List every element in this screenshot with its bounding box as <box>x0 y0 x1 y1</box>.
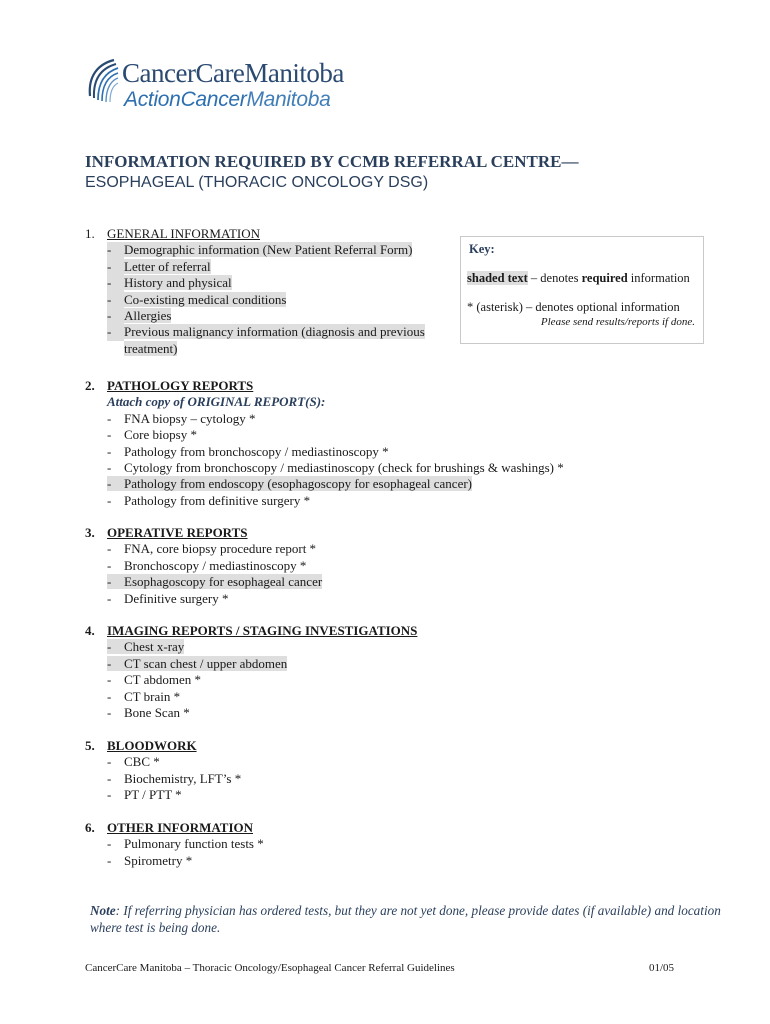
section-label: IMAGING REPORTS / STAGING INVESTIGATIONS <box>107 623 418 638</box>
section-items <box>85 541 322 607</box>
section-items <box>85 836 264 869</box>
section-bloodwork <box>85 738 241 804</box>
section-items <box>85 639 417 721</box>
list-item: - Letter of referral <box>107 258 211 274</box>
key-shaded-line: shaded text – denotes required information <box>467 271 690 285</box>
section-label: GENERAL INFORMATION <box>107 226 260 241</box>
section-number: 3. <box>85 525 95 540</box>
list-item: - Biochemistry, LFT’s * <box>107 770 242 786</box>
list-item: - Core biopsy * <box>107 427 197 443</box>
list-item: - CT abdomen * <box>107 672 202 688</box>
list-item: - Definitive surgery * <box>107 590 229 606</box>
section-operative-reports <box>85 525 322 607</box>
list-item: - Bone Scan * <box>107 705 190 721</box>
note-text: : If referring physician has ordered tests, but they are not yet done, please provide dates (if available) and location where test is being done. <box>90 903 721 935</box>
list-item: - Cytology from bronchoscopy / mediastinoscopy (check for brushings & washings) * <box>107 460 564 476</box>
key-asterisk-line: * (asterisk) – denotes optional information <box>467 300 680 314</box>
referral-note <box>90 902 730 936</box>
section-number: 4. <box>85 623 95 638</box>
section-other-information <box>85 820 264 869</box>
logo-line-1 <box>122 58 344 89</box>
list-item: - CBC * <box>107 754 160 770</box>
section-heading <box>85 623 417 639</box>
logo-swoosh-icon <box>84 56 120 104</box>
section-label: OTHER INFORMATION <box>107 820 254 835</box>
list-item: - Pulmonary function tests * <box>107 836 264 852</box>
section-number: 2. <box>85 378 95 393</box>
list-item: - CT scan chest / upper abdomen <box>107 655 288 671</box>
section-imaging-reports <box>85 623 417 721</box>
section-heading <box>85 525 322 541</box>
footer-text: CancerCare Manitoba – Thoracic Oncology/Esophageal Cancer Referral Guidelines <box>85 962 455 974</box>
section-items <box>85 411 564 509</box>
key-legend-box <box>460 236 704 344</box>
list-item: - Pathology from definitive surgery * <box>107 492 311 508</box>
note-label: Note <box>90 903 116 918</box>
logo-manitoba: Manitoba <box>244 58 344 88</box>
list-item: - Demographic information (New Patient Referral Form) <box>107 242 413 258</box>
list-item-continued: treatment) <box>124 340 178 356</box>
logo-line-2 <box>124 88 330 112</box>
list-item: - Co-existing medical conditions <box>107 291 287 307</box>
list-item: - Allergies <box>107 308 172 324</box>
section-label: OPERATIVE REPORTS <box>107 525 248 540</box>
key-send-note: Please send results/reports if done. <box>540 316 695 328</box>
section-number: 1. <box>85 226 95 241</box>
document-subtitle: ESOPHAGEAL (THORACIC ONCOLOGY DSG) <box>85 174 429 191</box>
list-item: - Bronchoscopy / mediastinoscopy * <box>107 557 307 573</box>
section-items <box>85 754 241 803</box>
section-pathology-reports <box>85 378 564 509</box>
logo-manitoba-2: Manitoba <box>246 88 331 111</box>
section-number: 6. <box>85 820 95 835</box>
list-item: - Pathology from bronchoscopy / mediastinoscopy * <box>107 443 389 459</box>
logo-actioncancer: ActionCancer <box>124 88 247 111</box>
section-general-information <box>85 226 425 357</box>
footer-date: 01/05 <box>649 962 675 974</box>
list-item: - CT brain * <box>107 688 181 704</box>
section-heading <box>85 226 425 242</box>
list-item: - Esophagoscopy for esophageal cancer <box>107 574 323 590</box>
section-heading <box>85 738 241 754</box>
logo-cancercare: CancerCare <box>122 58 245 88</box>
list-item: - Spirometry * <box>107 852 193 868</box>
document-title: INFORMATION REQUIRED BY CCMB REFERRAL CENTRE— <box>85 152 579 171</box>
list-item: - FNA biopsy – cytology * <box>107 410 256 426</box>
section-label: BLOODWORK <box>107 738 197 753</box>
section-number: 5. <box>85 738 95 753</box>
section-heading <box>85 820 264 836</box>
list-item: - Pathology from endoscopy (esophagoscopy for esophageal cancer) <box>107 476 472 492</box>
list-item: - History and physical <box>107 275 232 291</box>
key-title: Key: <box>469 242 495 256</box>
section-items <box>85 242 425 357</box>
list-item: - PT / PTT * <box>107 787 182 803</box>
section-subtitle: Attach copy of ORIGINAL REPORT(S): <box>107 394 326 410</box>
section-heading <box>85 378 564 394</box>
cancercare-logo <box>84 54 384 118</box>
list-item: - Chest x-ray <box>107 639 185 655</box>
list-item: - FNA, core biopsy procedure report * <box>107 541 317 557</box>
list-item: - Previous malignancy information (diagnosis and previous <box>107 324 425 340</box>
section-label: PATHOLOGY REPORTS <box>107 378 254 393</box>
